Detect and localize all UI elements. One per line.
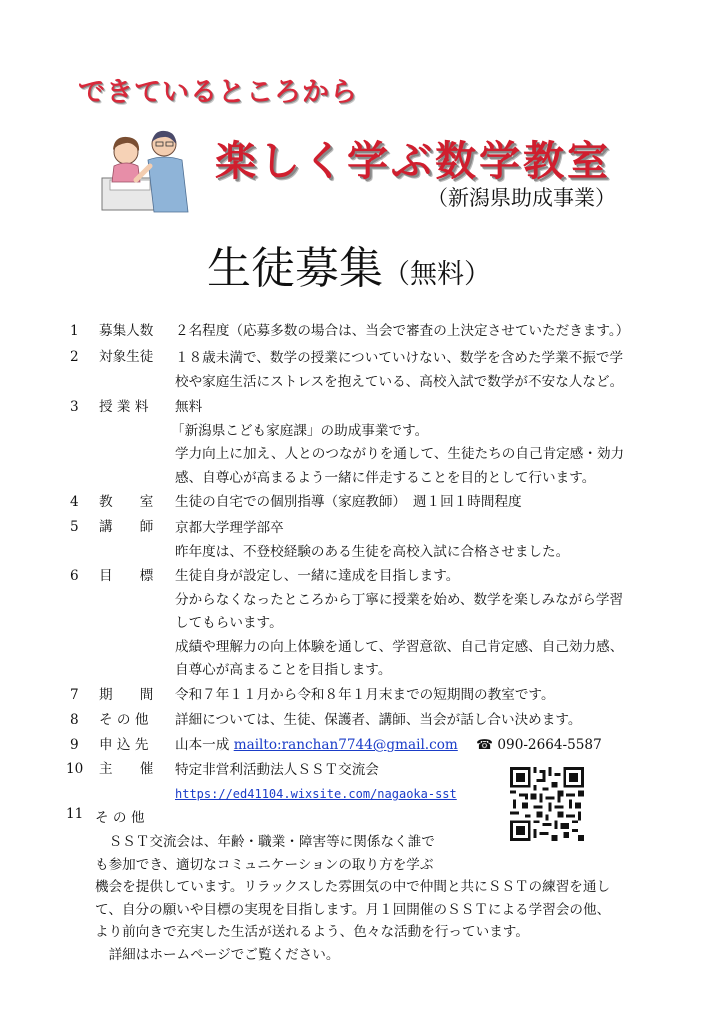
email-link[interactable]: mailto:ranchan7744@gmail.com <box>233 737 458 753</box>
telephone-icon: ☎ <box>476 737 494 753</box>
item-line: してもらいます。 <box>175 615 283 631</box>
item-number: 4 <box>70 494 79 510</box>
item-label: 募集人数 <box>99 323 154 339</box>
item-label: 対象生徒 <box>99 349 154 365</box>
qr-code-icon[interactable] <box>510 767 584 841</box>
item-label: 授 業 料 <box>99 399 149 415</box>
item-number: 5 <box>70 519 79 535</box>
main-title: 楽しく学ぶ数学教室 <box>215 137 611 185</box>
item-label: 主 催 <box>99 761 154 777</box>
item-line: 校や家庭生活にストレスを抱えている、高校入試で数学が不安な人など。 <box>175 374 624 390</box>
website-link[interactable]: https://ed41104.wixsite.com/nagaoka-sst <box>175 787 457 801</box>
item-line: 自尊心が高まることを目指します。 <box>175 662 392 678</box>
item-line: 生徒自身が設定し、一緒に達成を目指します。 <box>175 568 460 584</box>
description-line: て、自分の願いや目標の実現を目指します。月１回開催のＳＳＴによる学習会の他、 <box>95 901 611 918</box>
description-line: も参加でき、適切なコミュニケーションの取り方を学ぶ <box>95 856 434 873</box>
contact-content <box>175 734 665 756</box>
item-line: 分からなくなったところから丁寧に授業を始め、数学を楽しみながら学習 <box>175 591 624 608</box>
item-content <box>175 516 665 564</box>
item-number: 9 <box>70 737 79 753</box>
item-number: 6 <box>70 568 79 584</box>
item-line: 生徒の自宅での個別指導（家庭教師） 週１回１時間程度 <box>175 494 522 510</box>
item-line: 学力向上に加え、人とのつながりを通して、生徒たちの自己肯定感・効力 <box>175 446 625 462</box>
item-number: 10 <box>66 761 84 777</box>
tagline: できているところから <box>78 77 358 108</box>
organizer-name: 特定非営利活動法人ＳＳＴ交流会 <box>175 762 379 778</box>
item-line: 成績や理解力の向上体験を通して、学習意欲、自己肯定感、自己効力感、 <box>175 638 624 655</box>
item-label: そ の 他 <box>95 810 145 826</box>
item-line: 詳細については、生徒、保護者、講師、当会が話し合い決めます。 <box>175 712 582 728</box>
phone-number: 090-2664-5587 <box>497 737 602 753</box>
item-content <box>175 565 665 683</box>
item-line: 京都大学理学部卒 <box>175 520 284 536</box>
item-number: 8 <box>70 712 79 728</box>
item-label: 期 間 <box>99 687 154 703</box>
item-content <box>175 320 665 342</box>
item-line: 昨年度は、不登校経験のある生徒を高校入試に合格させました。 <box>175 544 570 560</box>
description-line: より前向きで充実した生活が送れるよう、色々な活動を行っています。 <box>95 924 529 941</box>
contact-name: 山本一成 <box>175 737 230 753</box>
item-line: ２名程度（応募多数の場合は、当会で審査の上決定させていただきます。） <box>175 323 630 339</box>
item-label: 目 標 <box>99 568 154 584</box>
teacher-student-illustration <box>100 122 196 214</box>
item-content <box>175 491 665 513</box>
item-number: 2 <box>70 349 79 365</box>
item-content <box>175 346 665 394</box>
item-label: 申 込 先 <box>99 737 149 753</box>
item-label: そ の 他 <box>99 712 149 728</box>
item-content <box>175 684 665 706</box>
item-number: 3 <box>70 399 79 415</box>
heading-note: （無料） <box>383 259 491 290</box>
item-number: 11 <box>66 806 84 822</box>
item-content <box>171 396 665 490</box>
item-line: １８歳未満で、数学の授業についていけない、数学を含めた学業不振で学 <box>175 350 624 366</box>
item-number: 7 <box>70 687 79 703</box>
sst-description <box>95 831 655 967</box>
organizer-content <box>175 758 665 806</box>
subtitle: （新潟県助成事業） <box>427 186 616 210</box>
item-line: 無料 <box>175 399 203 415</box>
item-label: 講 師 <box>99 519 154 535</box>
item-label: 教 室 <box>99 494 154 510</box>
description-line: ＳＳＴ交流会は、年齢・職業・障害等に関係なく誰で <box>95 834 435 850</box>
item-content <box>175 709 665 731</box>
heading-main: 生徒募集 <box>207 243 383 294</box>
description-line: 機会を提供しています。リラックスした雰囲気の中で仲間と共にＳＳＴの練習を通し <box>95 879 611 896</box>
item-line: 令和７年１１月から令和８年１月末までの短期間の教室です。 <box>175 687 555 703</box>
page-heading <box>207 232 527 296</box>
item-line: 感、自尊心が高まるよう一緒に伴走することを目的として行います。 <box>175 469 596 486</box>
item-number: 1 <box>70 323 79 339</box>
item-line: 「新潟県こども家庭課」の助成事業です。 <box>171 422 429 439</box>
description-line: 詳細はホームページでご覧ください。 <box>95 946 340 963</box>
